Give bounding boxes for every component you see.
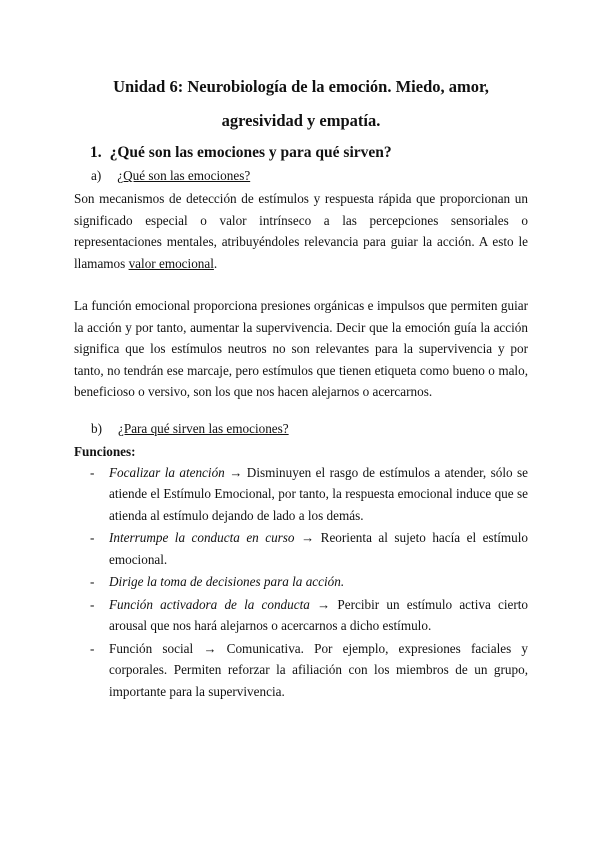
subsection-title: ¿Para qué sirven las emociones? [118,420,289,436]
paragraph-function: La función emocional proporciona presiones orgánicas e impulsos que permiten guiar la acción y por tanto, aumentar la supervivencia. Decir que la emoción guía la acción significa que los estímulos neutros no son relevantes para la supervivencia y por tanto, no tendrán ese marcaje, pero estímulos que tienen etiqueta como bueno o malo, beneficioso o versivo, son los que nos hacen alejarnos o acercarnos. [74,298,528,399]
subsection-title: ¿Qué son las emociones? [117,168,251,183]
paragraph-text: Son mecanismos de detección de estímulos y respuesta rápida que proporcionan un significado especial o valor intrínseco a las percepciones sensoriales o representaciones mentales, atribuyéndoles relevancia para guiar la acción. A esto le llamamos [74,191,528,271]
item-name: Función social [109,640,194,656]
item-desc: Reorienta al sujeto hacía el estímulo emocional. [109,530,529,567]
list-item [74,638,528,703]
list-item [74,594,528,637]
section-title: ¿Qué son las emociones y para qué sirven? [109,144,392,161]
section-number: 1. [90,144,102,161]
item-name: Función activadora de la conducta [109,596,310,612]
list-dash: - [90,530,95,545]
subsection-letter: b) [91,420,102,436]
document-page [74,70,528,703]
list-item [74,462,528,527]
item-name: Focalizar la atención [109,464,225,480]
list-item [74,571,528,593]
item-name: Interrumpe la conducta en curso [109,530,295,545]
list-dash: - [90,596,95,612]
functions-list [74,462,528,703]
paragraph-definition [74,188,528,274]
item-name: Dirige la toma de decisiones para la acción. [109,574,345,589]
arrow-icon: → [224,464,247,480]
key-term: valor emocional [128,255,214,271]
list-item [74,527,528,570]
subsection-b-heading [91,421,528,437]
item-desc: Disminuyen el rasgo de estímulos a atender, sólo se atiende el Estímulo Emocional, por tanto, la respuesta emocional induce que se atienda al estímulo dejando de lado a los demás. [109,464,529,523]
item-desc: Comunicativa. Por ejemplo, expresiones faciales y corporales. Permiten reforzar la afiliación con los miembros de un grupo, importante para la supervivencia. [109,640,528,699]
subsection-letter: a) [91,168,102,183]
section-heading [90,144,528,162]
list-dash: - [90,640,95,656]
list-dash: - [90,464,95,480]
item-desc: Percibir un estímulo activa cierto arousal que nos hará alejarnos o acercarnos a dicho estímulo. [109,596,529,633]
arrow-icon: → [294,530,321,545]
list-dash: - [90,574,95,589]
funciones-label: Funciones: [74,443,136,459]
page-title: Unidad 6: Neurobiología de la emoción. Miedo, amor, agresividad y empatía. [113,77,489,130]
subsection-a-heading [91,168,528,184]
arrow-icon: → [193,640,227,656]
paragraph-end: . [213,255,218,271]
arrow-icon: → [309,596,338,612]
